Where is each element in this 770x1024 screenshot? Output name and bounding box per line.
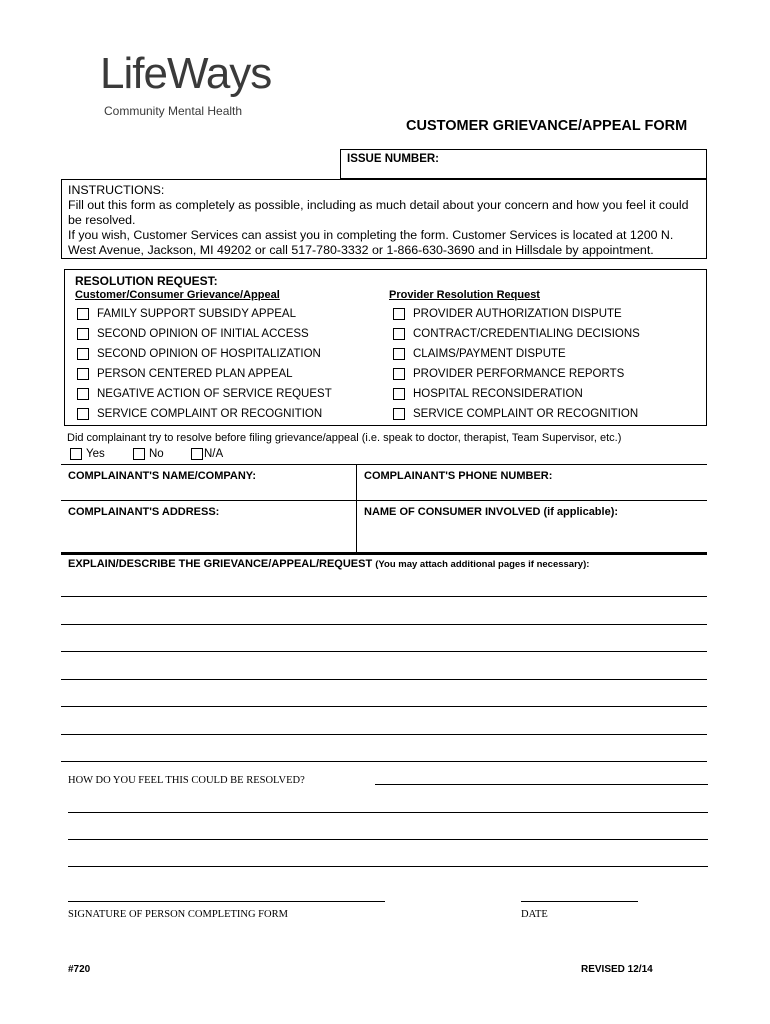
option-label: NEGATIVE ACTION OF SERVICE REQUEST bbox=[97, 388, 332, 400]
consumer-name-field[interactable] bbox=[357, 500, 707, 552]
lifeways-logo: LifeWays bbox=[100, 49, 272, 98]
explain-line-4[interactable] bbox=[61, 679, 707, 680]
checkbox[interactable] bbox=[77, 348, 89, 360]
option-label: SERVICE COMPLAINT OR RECOGNITION bbox=[413, 408, 639, 420]
checkbox[interactable] bbox=[393, 388, 405, 400]
issue-number-label: ISSUE NUMBER: bbox=[347, 153, 440, 165]
option-label: CLAIMS/PAYMENT DISPUTE bbox=[413, 348, 566, 360]
option-service-complaint-consumer[interactable] bbox=[77, 404, 332, 424]
complainant-address-field[interactable] bbox=[61, 500, 356, 552]
option-provider-authorization[interactable] bbox=[393, 304, 640, 324]
complainant-fields bbox=[61, 464, 707, 554]
resolve-question: Did complainant try to resolve before filing grievance/appeal (i.e. speak to doctor, therapist, Team Supervisor, etc.) bbox=[67, 432, 622, 444]
explain-line-3[interactable] bbox=[61, 651, 707, 652]
resolved-line-1[interactable] bbox=[375, 784, 708, 785]
grievance-column-heading: Customer/Consumer Grievance/Appeal bbox=[75, 289, 280, 301]
no-option[interactable] bbox=[133, 448, 164, 460]
option-label: PROVIDER PERFORMANCE REPORTS bbox=[413, 368, 625, 380]
option-label: PROVIDER AUTHORIZATION DISPUTE bbox=[413, 308, 622, 320]
na-label: N/A bbox=[204, 448, 224, 460]
na-option[interactable] bbox=[191, 448, 223, 460]
checkbox[interactable] bbox=[393, 408, 405, 420]
signature-label: SIGNATURE OF PERSON COMPLETING FORM bbox=[68, 909, 288, 920]
explain-line-2[interactable] bbox=[61, 624, 707, 625]
option-label: SERVICE COMPLAINT OR RECOGNITION bbox=[97, 408, 323, 420]
form-number: #720 bbox=[68, 964, 91, 975]
resolved-line-4[interactable] bbox=[68, 866, 708, 867]
issue-number-field[interactable] bbox=[340, 149, 707, 179]
date-label: DATE bbox=[521, 909, 548, 920]
complainant-phone-field[interactable] bbox=[357, 464, 707, 500]
revised-date: REVISED 12/14 bbox=[581, 964, 653, 975]
explain-line-7[interactable] bbox=[61, 761, 707, 762]
resolved-question: HOW DO YOU FEEL THIS COULD BE RESOLVED? bbox=[68, 775, 305, 786]
complainant-name-label: COMPLAINANT'S NAME/COMPANY: bbox=[68, 470, 256, 482]
no-label: No bbox=[149, 448, 164, 460]
checkbox[interactable] bbox=[393, 348, 405, 360]
complainant-phone-label: COMPLAINANT'S PHONE NUMBER: bbox=[364, 470, 553, 482]
explain-line-6[interactable] bbox=[61, 734, 707, 735]
option-label: HOSPITAL RECONSIDERATION bbox=[413, 388, 583, 400]
provider-options bbox=[393, 304, 640, 424]
checkbox[interactable] bbox=[77, 328, 89, 340]
option-label: CONTRACT/CREDENTIALING DECISIONS bbox=[413, 328, 640, 340]
option-label: FAMILY SUPPORT SUBSIDY APPEAL bbox=[97, 308, 296, 320]
consumer-name-label: NAME OF CONSUMER INVOLVED (if applicable): bbox=[364, 506, 619, 518]
option-label: SECOND OPINION OF INITIAL ACCESS bbox=[97, 328, 309, 340]
yes-label: Yes bbox=[86, 448, 105, 460]
resolved-line-3[interactable] bbox=[68, 839, 708, 840]
checkbox[interactable] bbox=[77, 388, 89, 400]
instructions-box bbox=[61, 179, 707, 259]
checkbox[interactable] bbox=[77, 368, 89, 380]
resolution-request-box bbox=[64, 269, 707, 426]
signature-line[interactable] bbox=[68, 901, 385, 902]
checkbox[interactable] bbox=[393, 328, 405, 340]
checkbox[interactable] bbox=[70, 448, 82, 460]
explain-line-5[interactable] bbox=[61, 706, 707, 707]
instructions-heading: INSTRUCTIONS: bbox=[68, 183, 165, 197]
option-second-opinion-access[interactable] bbox=[77, 324, 332, 344]
option-family-support[interactable] bbox=[77, 304, 332, 324]
explain-label bbox=[68, 558, 589, 570]
checkbox[interactable] bbox=[133, 448, 145, 460]
provider-column-heading: Provider Resolution Request bbox=[389, 289, 540, 301]
explain-label-text: EXPLAIN/DESCRIBE THE GRIEVANCE/APPEAL/REQUEST bbox=[68, 558, 373, 570]
option-service-complaint-provider[interactable] bbox=[393, 404, 640, 424]
checkbox[interactable] bbox=[393, 308, 405, 320]
grievance-options bbox=[77, 304, 332, 424]
date-line[interactable] bbox=[521, 901, 638, 902]
logo-subtitle: Community Mental Health bbox=[104, 104, 243, 118]
checkbox[interactable] bbox=[77, 308, 89, 320]
explain-line-1[interactable] bbox=[61, 596, 707, 597]
option-hospital-reconsideration[interactable] bbox=[393, 384, 640, 404]
complainant-name-field[interactable] bbox=[61, 464, 356, 500]
option-provider-performance[interactable] bbox=[393, 364, 640, 384]
checkbox[interactable] bbox=[191, 448, 203, 460]
instructions-line-1: Fill out this form as completely as possible, including as much detail about your concern and how you feel it could be resolved. bbox=[68, 198, 689, 227]
checkbox[interactable] bbox=[77, 408, 89, 420]
option-negative-action[interactable] bbox=[77, 384, 332, 404]
option-second-opinion-hospitalization[interactable] bbox=[77, 344, 332, 364]
option-label: PERSON CENTERED PLAN APPEAL bbox=[97, 368, 293, 380]
grid-bottom-rule bbox=[61, 552, 707, 555]
option-claims-payment[interactable] bbox=[393, 344, 640, 364]
resolution-request-title: RESOLUTION REQUEST: bbox=[75, 274, 218, 288]
explain-note: (You may attach additional pages if necessary): bbox=[375, 559, 590, 570]
option-person-centered-plan[interactable] bbox=[77, 364, 332, 384]
resolved-line-2[interactable] bbox=[68, 812, 708, 813]
instructions-line-2: If you wish, Customer Services can assist you in completing the form. Customer Services is located at 1200 N. West Avenue, Jackson, MI 49202 or call 517-780-3332 or 1-866-630-3690 and in Hillsdale by appointment. bbox=[68, 228, 674, 257]
checkbox[interactable] bbox=[393, 368, 405, 380]
complainant-address-label: COMPLAINANT'S ADDRESS: bbox=[68, 506, 220, 518]
yes-option[interactable] bbox=[70, 448, 105, 460]
option-label: SECOND OPINION OF HOSPITALIZATION bbox=[97, 348, 321, 360]
form-title: CUSTOMER GRIEVANCE/APPEAL FORM bbox=[406, 118, 688, 134]
option-contract-credentialing[interactable] bbox=[393, 324, 640, 344]
